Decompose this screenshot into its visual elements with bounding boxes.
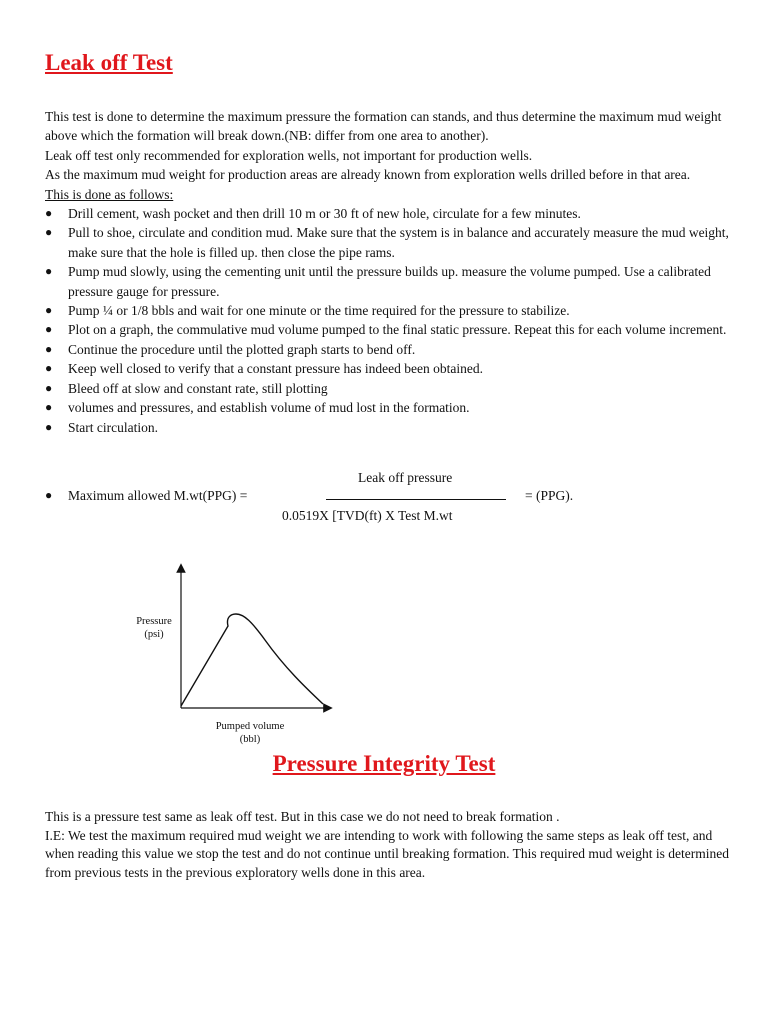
fraction-bar [326, 499, 506, 500]
max-mud-weight-formula [45, 470, 735, 530]
step-text: Bleed off at slow and constant rate, still plotting [68, 380, 328, 396]
step-item [45, 320, 735, 339]
y-axis-label [128, 615, 180, 641]
formula-denominator: 0.0519X [TVD(ft) X Test M.wt [282, 508, 453, 523]
step-text: Drill cement, wash pocket and then drill 10 m or 30 ft of new hole, circulate for a few minutes. [68, 206, 581, 222]
x-axis-label [202, 720, 298, 746]
intro-paragraph-1: This test is done to determine the maximum pressure the formation can stands, and thus determine the maximum mud weight above which the formation will break down.(NB: differ from one area to another). [45, 109, 722, 144]
step-text: Plot on a graph, the commulative mud volume pumped to the final static pressure. Repeat this for each volume increment. [68, 322, 727, 338]
step-text: Continue the procedure until the plotted graph starts to bend off. [68, 341, 416, 357]
step-item [45, 398, 735, 417]
x-axis-label-line1: Pumped volume [215, 721, 285, 732]
formula-rhs: = (PPG). [525, 488, 574, 503]
step-text: Pump mud slowly, using the cementing unit until the pressure builds up. measure the volume pumped. Use a calibrated pressure gauge for pressure. [68, 264, 711, 299]
bullet-icon: ● [45, 206, 53, 221]
steps-heading: This is done as follows: [45, 186, 174, 202]
step-item [45, 223, 735, 262]
step-text: Pull to shoe, circulate and condition mud. Make sure that the system is in balance and accurately measure the mud weight, make sure that the hole is filled up. then close the pipe rams. [68, 225, 729, 260]
bullet-icon: ● [45, 488, 53, 502]
step-text: Pump ¼ or 1/8 bbls and wait for one minute or the time required for the pressure to stabilize. [68, 303, 570, 319]
pressure-integrity-body [45, 808, 735, 882]
step-item [45, 418, 735, 437]
bullet-icon: ● [45, 341, 53, 356]
step-text: Start circulation. [68, 419, 158, 435]
bullet-icon: ● [45, 361, 53, 376]
step-item [45, 204, 735, 223]
bullet-icon: ● [45, 380, 53, 395]
bullet-icon: ● [45, 264, 53, 279]
step-text: volumes and pressures, and establish volume of mud lost in the formation. [68, 400, 470, 416]
formula-lhs: Maximum allowed M.wt(PPG) = [68, 488, 248, 503]
bullet-icon: ● [45, 322, 53, 337]
leak-off-graph [120, 560, 350, 760]
intro-paragraph-2: Leak off test only recommended for exploration wells, not important for production wells. [45, 147, 533, 163]
leak-off-title: Leak off Test [45, 50, 173, 75]
step-item [45, 262, 735, 301]
bullet-icon: ● [45, 419, 53, 434]
bullet-icon: ● [45, 225, 53, 240]
steps-list [45, 204, 735, 437]
step-item [45, 379, 735, 398]
x-axis-label-line2: (bbl) [239, 734, 261, 745]
bullet-icon: ● [45, 400, 53, 415]
pit-paragraph-2: I.E: We test the maximum required mud weight we are intending to work with following the same steps as leak off test, and when reading this value we stop the test and do not continue until breaking formation. This required mud weight is determined from previous tests in the previous exploratory wells done in this area. [45, 827, 729, 880]
intro-paragraph-3: As the maximum mud weight for production areas are already known from exploration wells drilled before in that area. [45, 167, 691, 183]
leak-off-curve [181, 614, 323, 706]
step-item [45, 340, 735, 359]
leak-off-body [45, 107, 735, 437]
y-axis-label-line2: (psi) [144, 629, 164, 640]
pit-paragraph-1: This is a pressure test same as leak off test. But in this case we do not need to break formation . [45, 809, 560, 824]
pressure-integrity-title: Pressure Integrity Test [272, 751, 496, 776]
step-item [45, 301, 735, 320]
formula-numerator: Leak off pressure [358, 470, 453, 485]
y-axis-label-line1: Pressure [136, 616, 172, 627]
step-text: Keep well closed to verify that a constant pressure has indeed been obtained. [68, 361, 483, 377]
step-item [45, 359, 735, 378]
bullet-icon: ● [45, 303, 53, 318]
